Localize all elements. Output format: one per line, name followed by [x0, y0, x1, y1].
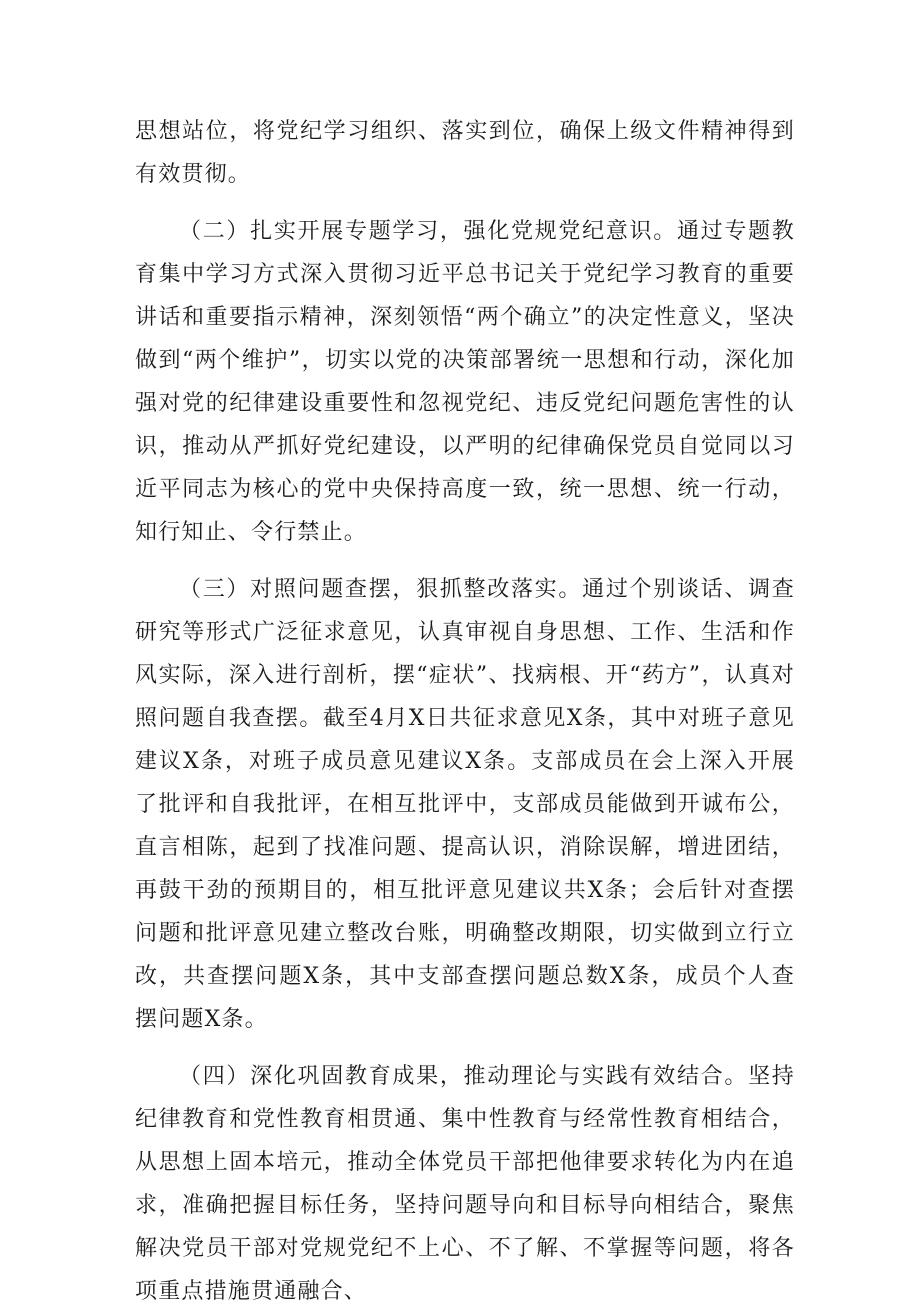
paragraph-section-4: （四）深化巩固教育成果，推动理论与实践有效结合。坚持纪律教育和党性教育相贯通、集中性教育与经常性教育相结合，从思想上固本培元，推动全体党员干部把他律要求转化为内在追求，准确把握目标任务，坚持问题导向和目标导向相结合，聚焦解决党员干部对党规党纪不上心、不了解、不掌握等问题，将各项重点措施贯通融合、 [135, 1064, 795, 1304]
paragraph-section-2: （二）扎实开展专题学习，强化党规党纪意识。通过专题教育集中学习方式深入贯彻习近平总书记关于党纪学习教育的重要讲话和重要指示精神，深刻领悟“两个确立”的决定性意义，坚决做到“两个维护”，切实以党的决策部署统一思想和行动，深化加强对党的纪律建设重要性和忽视党纪、违反党纪问题危害性的认识，推动从严抓好党纪建设，以严明的纪律确保党员自觉同以习近平同志为核心的党中央保持高度一致，统一思想、统一行动，知行知止、令行禁止。 [135, 219, 795, 545]
document-body [135, 110, 795, 1313]
paragraph-section-3: （三）对照问题查摆，狠抓整改落实。通过个别谈话、调查研究等形式广泛征求意见，认真审视自身思想、工作、生活和作风实际，深入进行剖析，摆“症状”、找病根、开“药方”，认真对照问题自我查摆。截至4月X日共征求意见X条，其中对班子意见建议X条，对班子成员意见建议X条。支部成员在会上深入开展了批评和自我批评，在相互批评中，支部成员能做到开诚布公，直言相陈，起到了找准问题、提高认识，消除误解，增进团结，再鼓干劲的预期目的，相互批评意见建议共X条；会后针对查摆问题和批评意见建立整改台账，明确整改期限，切实做到立行立改，共查摆问题X条，其中支部查摆问题总数X条，成员个人查摆问题X条。 [135, 577, 795, 1032]
paragraph-continuation: 思想站位，将党纪学习组织、落实到位，确保上级文件精神得到有效贯彻。 [135, 119, 795, 187]
